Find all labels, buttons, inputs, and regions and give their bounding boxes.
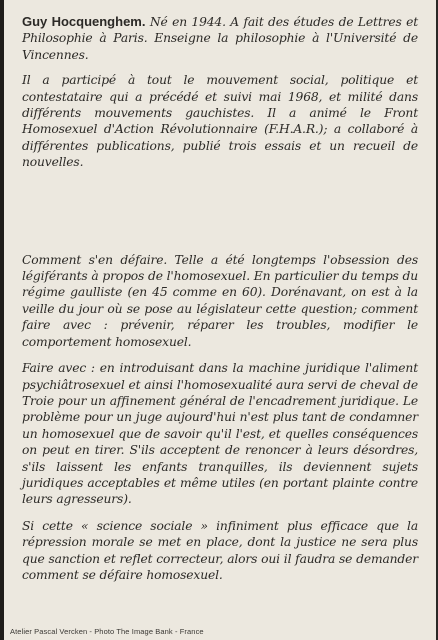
author-name: Guy Hocquenghem. <box>22 14 146 29</box>
blurb-paragraph-1: Comment s'en défaire. Telle a été longtemps l'obsession des légiférants à propos de l'homosexuel. En particulier du temps du régime gaulliste (en 45 comme en 60). Dorénavant, on est à la veille du jour où se pose au législateur cette question; comment faire avec : prévenir, réparer les troubles, modifier le comportement homosexuel. <box>22 252 418 349</box>
section-spacer <box>22 180 418 252</box>
blurb-paragraph-3: Si cette « science sociale » infiniment plus efficace que la répression morale se met en place, dont la justice ne sera plus que sanction et reflet correcteur, alors oui il faudra se demander comment se défaire homosexuel. <box>22 518 418 582</box>
back-cover <box>4 0 436 640</box>
photo-credit: Atelier Pascal Vercken - Photo The Image Bank - France <box>10 627 204 636</box>
author-bio-intro <box>22 14 418 63</box>
author-bio-activism: Il a participé à tout le mouvement social, politique et contestataire qui a précédé et suivi mai 1968, et milité dans différents mouvements gauchistes. Il a animé le Front Homosexuel d'Action Révolutionnaire (F.H.A.R.); a collaboré à différentes publications, publié trois essais et un recueil de nouvelles. <box>22 73 418 170</box>
blurb-paragraph-2: Faire avec : en introduisant dans la machine juridique l'aliment psychiâtrosexuel et ainsi l'homosexualité aura servi de cheval de Troie pour un affinement général de l'encadrement juridique. Le problème pour un juge aujourd'hui n'est plus tant de condamner un homosexuel que de savoir qu'il l'est, et quelles conséquences on peut en tirer. S'ils acceptent de renoncer à leurs désordres, s'ils laissent les enfants tranquilles, ils deviennent sujets juridiques acceptables et même utiles (en portant plainte contre leurs agresseurs). <box>22 361 418 507</box>
author-bio-text: Né en 1944. A fait des études de Lettres et Philosophie à Paris. Enseigne la philosophie à l'Université de Vincennes. <box>22 15 418 62</box>
